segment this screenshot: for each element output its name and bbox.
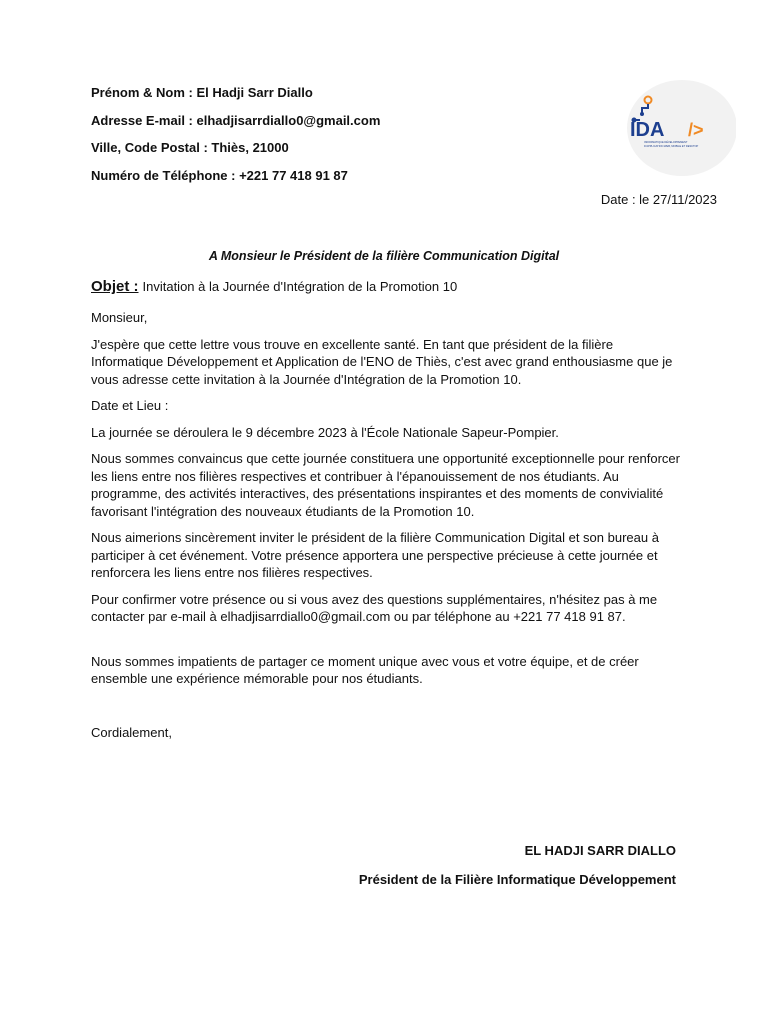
signature-name: EL HADJI SARR DIALLO [524, 843, 676, 858]
logo-tagline-1: INFORMATIQUE DÉVELOPPEMENT [644, 141, 688, 144]
paragraph-closing-remark: Nous sommes impatients de partager ce moment unique avec vous et votre équipe, et de créer ensemble une expérience mémorable pour nos étudiants. [91, 653, 639, 686]
sender-phone: Numéro de Téléphone : +221 77 418 91 87 [91, 167, 348, 183]
date-lieu-label: Date et Lieu : [91, 398, 169, 413]
logo-text: IDA [630, 119, 665, 141]
logo-code-symbol: /> [688, 120, 704, 140]
subject-label: Objet : [91, 278, 139, 295]
sender-email: Adresse E-mail : elhadjisarrdiallo0@gmail.com [91, 112, 381, 128]
paragraph-program: Nous sommes convaincus que cette journée constituera une opportunité exceptionnelle pour renforcer les liens entre nos filières respectives et contribuer à l'épanouissement de nos étudiants. Au programme, des activités interactives, des présentations inspirantes et des moments de convivialité favorisant l'intégration des nouveaux étudiants de la Promotion 10. [91, 451, 680, 519]
sender-name: Prénom & Nom : El Hadji Sarr Diallo [91, 85, 313, 100]
letter-date: Date : le 27/11/2023 [600, 192, 717, 207]
signature-title: Président de la Filière Informatique Développement [358, 872, 676, 887]
paragraph-intro: J'espère que cette lettre vous trouve en excellente santé. En tant que président de la filière Informatique Développement et Application de l'ENO de Thiès, c'est avec grand enthousiasme que je vous adresse cette invitation à la Journée d'Intégration de la Promotion 10. [91, 336, 673, 387]
ida-logo [622, 80, 736, 178]
paragraph-contact: Pour confirmer votre présence ou si vous avez des questions supplémentaires, n'hésitez pas à me contacter par e-mail à elhadjisarrdiallo0@gmail.com ou par téléphone au +221 77 418 91 87. [91, 591, 658, 624]
paragraph-invitation: Nous aimerions sincèrement inviter le président de la filière Communication Digital et son bureau à participer à cet événement. Votre présence apportera une perspective précieuse à cette journée et renforcera les liens entre nos filières respectives. [91, 530, 659, 580]
sender-block [91, 84, 380, 194]
paragraph-date: La journée se déroulera le 9 décembre 2023 à l'École Nationale Sapeur-Pompier. [91, 424, 559, 440]
recipient-line: A Monsieur le Président de la filière Communication Digital [208, 249, 560, 263]
sender-city: Ville, Code Postal : Thiès, 21000 [91, 140, 289, 155]
letter-body [91, 309, 681, 750]
subject-text: Invitation à la Journée d'Intégration de la Promotion 10 [142, 279, 458, 294]
subject-line [91, 278, 457, 295]
greeting: Monsieur, [91, 310, 148, 325]
logo-tagline-2: D'APPLICATION WEB, MOBILE ET DESKTOP [644, 145, 699, 148]
closing: Cordialement, [91, 724, 172, 740]
